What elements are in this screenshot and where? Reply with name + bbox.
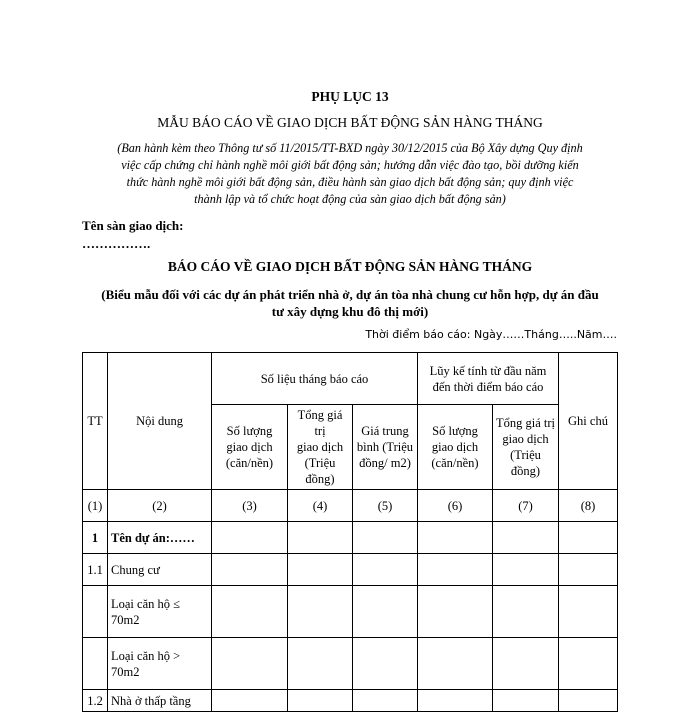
data-cell: [288, 690, 353, 712]
data-cell: [212, 554, 288, 586]
note-line: việc cấp chứng chỉ hành nghề môi giới bất động sản; hướng dẫn việc đào tạo, bồi dưỡng kiến: [121, 158, 579, 172]
data-cell: [418, 554, 493, 586]
header-line: giao dịch: [502, 432, 549, 446]
report-table: [82, 352, 618, 712]
data-cell: [212, 638, 288, 690]
header-avg-price: [353, 405, 418, 490]
appendix-title: PHỤ LỤC 13: [311, 89, 389, 104]
data-cell: [559, 554, 618, 586]
header-month-group: Số liệu tháng báo cáo: [212, 353, 418, 405]
index-cell: (6): [418, 490, 493, 522]
exchange-dots: …………….: [82, 236, 151, 251]
header-line: (Triệu: [510, 448, 541, 462]
data-cell: [212, 522, 288, 554]
data-cell: [559, 522, 618, 554]
row-tt: [83, 586, 108, 638]
exchange-label: Tên sàn giao dịch:: [82, 218, 184, 233]
header-line: giao dịch: [431, 440, 479, 454]
index-cell: (2): [108, 490, 212, 522]
data-cell: [288, 522, 353, 554]
data-cell: [493, 690, 559, 712]
subtitle-line: tư xây dựng khu đô thị mới): [271, 304, 429, 319]
data-cell: [353, 586, 418, 638]
header-note: Ghi chú: [559, 353, 618, 490]
header-total-cumulative: [493, 405, 559, 490]
header-line: bình (Triệu: [356, 440, 414, 454]
header-line: (căn/nền): [225, 456, 274, 470]
row-content: Nhà ở thấp tầng: [108, 690, 212, 712]
data-cell: [212, 690, 288, 712]
note-line: (Ban hành kèm theo Thông tư số 11/2015/TT-BXD ngày 30/12/2015 của Bộ Xây dựng Quy định: [117, 141, 583, 155]
issuance-note: [80, 140, 620, 208]
exchange-name-field: [82, 217, 184, 253]
header-line: đồng/ m2): [359, 456, 411, 470]
data-cell: [288, 554, 353, 586]
index-cell: (4): [288, 490, 353, 522]
content-line: 70m2: [111, 664, 140, 679]
header-line: đồng): [305, 472, 335, 486]
data-cell: [353, 554, 418, 586]
row-tt: 1.1: [83, 554, 108, 586]
content-line: Loại căn hộ >: [111, 648, 181, 663]
row-content: [108, 638, 212, 690]
header-line: Lũy kế tính từ đầu năm: [429, 363, 547, 378]
header-line: Số lượng: [432, 424, 478, 438]
data-cell: [353, 690, 418, 712]
index-cell: (5): [353, 490, 418, 522]
table-row: [83, 638, 618, 690]
report-time: Thời điểm báo cáo: Ngày……Tháng…..Năm….: [365, 328, 617, 341]
header-line: (căn/nền): [431, 456, 479, 470]
header-line: Tổng giá trị: [297, 408, 343, 438]
note-line: thức hành nghề môi giới bất động sản, điều hành sàn giao dịch bất động sản; quy định việc: [126, 175, 574, 189]
content-line: Loại căn hộ ≤: [111, 596, 180, 611]
table-row: [83, 554, 618, 586]
header-line: Giá trung: [361, 424, 409, 438]
data-cell: [418, 638, 493, 690]
header-line: đến thời điểm báo cáo: [432, 379, 544, 394]
index-cell: (3): [212, 490, 288, 522]
header-line: Tổng giá trị: [496, 416, 556, 430]
data-cell: [288, 638, 353, 690]
form-title: MẪU BÁO CÁO VỀ GIAO DỊCH BẤT ĐỘNG SẢN HÀNG THÁNG: [157, 115, 543, 130]
data-cell: [418, 586, 493, 638]
table-row: [83, 522, 618, 554]
data-cell: [353, 522, 418, 554]
header-total: [288, 405, 353, 490]
header-line: đồng): [510, 464, 541, 478]
header-tt: TT: [83, 353, 108, 490]
row-tt: [83, 638, 108, 690]
header-qty: [212, 405, 288, 490]
content-line: 70m2: [111, 612, 140, 627]
header-line: giao dịch: [296, 440, 344, 454]
index-cell: (7): [493, 490, 559, 522]
data-cell: [493, 638, 559, 690]
note-line: thành lập và tổ chức hoạt động của sàn giao dịch bất động sản): [194, 192, 506, 206]
data-cell: [418, 690, 493, 712]
header-line: Số lượng: [226, 424, 273, 438]
data-cell: [288, 586, 353, 638]
header-content: Nội dung: [108, 353, 212, 490]
row-tt: 1.2: [83, 690, 108, 712]
row-content: [108, 586, 212, 638]
report-title: BÁO CÁO VỀ GIAO DỊCH BẤT ĐỘNG SẢN HÀNG THÁNG: [167, 259, 533, 274]
data-cell: [493, 554, 559, 586]
data-cell: [418, 522, 493, 554]
data-cell: [212, 586, 288, 638]
data-cell: [493, 522, 559, 554]
index-cell: (8): [559, 490, 618, 522]
data-cell: [559, 586, 618, 638]
index-cell: (1): [83, 490, 108, 522]
table-row: [83, 586, 618, 638]
subtitle-line: (Biểu mẫu đối với các dự án phát triển nhà ở, dự án tòa nhà chung cư hỗn hợp, dự án đầu: [101, 287, 599, 302]
header-qty-cumulative: [418, 405, 493, 490]
row-content: Chung cư: [108, 554, 212, 586]
data-cell: [559, 638, 618, 690]
header-line: (Triệu: [304, 456, 336, 470]
data-cell: [353, 638, 418, 690]
table-row: [83, 690, 618, 712]
header-cumulative-group: [418, 353, 559, 405]
header-line: giao dịch: [226, 440, 273, 454]
row-content: Tên dự án:……: [108, 522, 212, 554]
report-subtitle: [80, 286, 620, 320]
row-tt: 1: [83, 522, 108, 554]
data-cell: [559, 690, 618, 712]
data-cell: [493, 586, 559, 638]
